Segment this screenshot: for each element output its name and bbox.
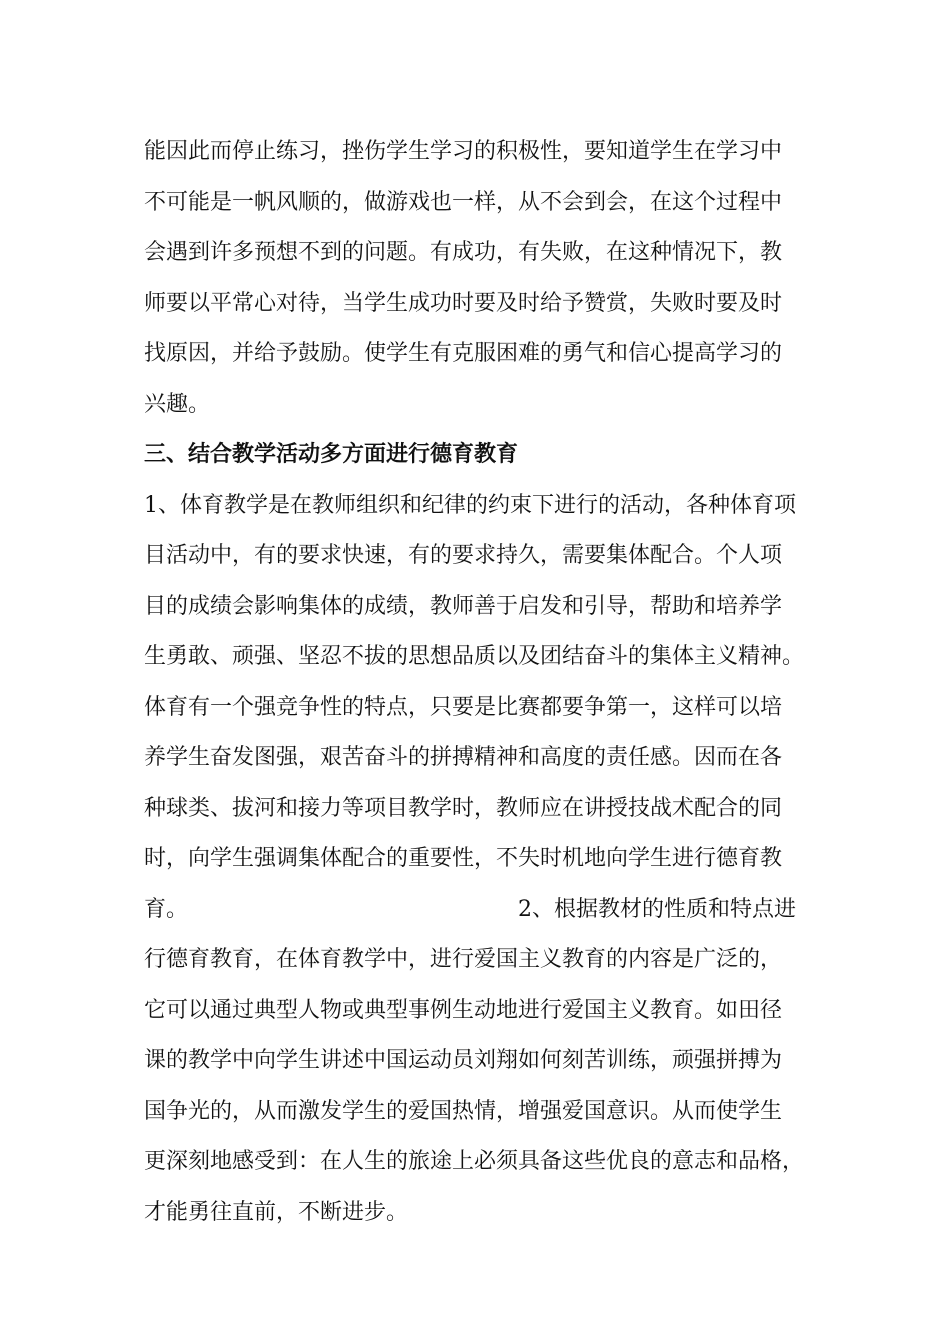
text-line: 会遇到许多预想不到的问题。有成功，有失败，在这种情况下，教 (144, 240, 783, 265)
text-line: 才能勇往直前，不断进步。 (144, 1199, 409, 1225)
text-line: 行德育教育，在体育教学中，进行爱国主义教育的内容是广泛的， (144, 947, 783, 972)
split-text-line (144, 885, 824, 936)
text-line: 种球类、拔河和接力等项目教学时，教师应在讲授技战术配合的同 (144, 795, 783, 821)
text-line: 体育有一个强竞争性的特点，只要是比赛都要争第一，这样可以培 (144, 694, 783, 720)
split-line-left: 育。 (144, 896, 189, 922)
text-line: 国争光的，从而激发学生的爱国热情，增强爱国意识。从而使学生 (144, 1098, 783, 1124)
text-line: 找原因，并给予鼓励。使学生有克服困难的勇气和信心提高学习的 (144, 341, 783, 366)
text-line: 养学生奋发图强，艰苦奋斗的拼搏精神和高度的责任感。因而在各 (144, 745, 783, 770)
text-line: 兴趣。 (144, 391, 211, 417)
text-line: 目的成绩会影响集体的成绩，教师善于启发和引导，帮助和培养学 (144, 593, 783, 619)
text-line: 生勇敢、顽强、坚忍不拔的思想品质以及团结奋斗的集体主义精神。 (144, 644, 805, 669)
text-line: 时，向学生强调集体配合的重要性，不失时机地向学生进行德育教 (144, 846, 783, 871)
text-line: 1、体育教学是在教师组织和纪律的约束下进行的活动，各种体育项 (144, 492, 796, 518)
document-body (144, 127, 824, 1238)
text-line: 师要以平常心对待，当学生成功时要及时给予赞赏，失败时要及时 (144, 290, 783, 316)
section-heading: 三、结合教学活动多方面进行德育教育 (144, 442, 519, 467)
text-line: 课的教学中向学生讲述中国运动员刘翔如何刻苦训练，顽强拼搏为 (144, 1048, 783, 1073)
text-line: 不可能是一帆风顺的，做游戏也一样，从不会到会，在这个过程中 (144, 189, 783, 215)
text-line: 目活动中，有的要求快速，有的要求持久，需要集体配合。个人项 (144, 543, 783, 568)
split-line-right: 2、根据教材的性质和特点进 (518, 896, 797, 922)
text-line: 它可以通过典型人物或典型事例生动地进行爱国主义教育。如田径 (144, 997, 783, 1023)
text-line: 能因此而停止练习，挫伤学生学习的积极性，要知道学生在学习中 (144, 139, 783, 164)
text-line: 更深刻地感受到：在人生的旅途上必须具备这些优良的意志和品格， (144, 1149, 805, 1174)
